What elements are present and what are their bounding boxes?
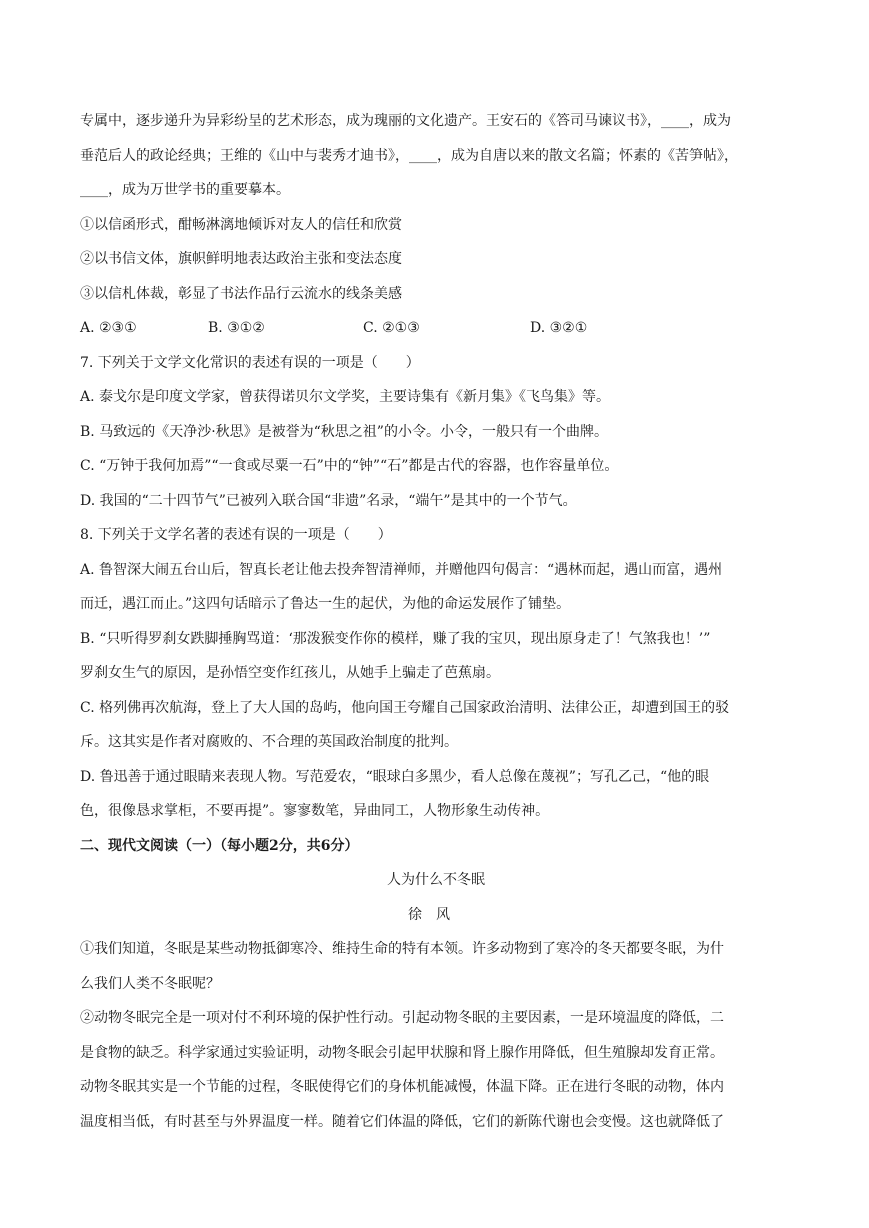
- article-paragraph-line: 温度相当低，有时甚至与外界温度一样。随着它们体温的降低，它们的新陈代谢也会变慢。这也就降低了: [80, 1113, 724, 1130]
- article-paragraph-line: 是食物的缺乏。科学家通过实验证明，动物冬眠会引起甲状腺和肾上腺作用降低，但生殖腺却发育正常。: [80, 1044, 724, 1061]
- q6-answer-options: [80, 311, 792, 346]
- passage-line: ____，成为万世学书的重要摹本。: [80, 182, 290, 198]
- q8-option-d-cont: 色，很像恳求掌柜，不要再提”。寥寥数笔，异曲同工，人物形象生动传神。: [80, 803, 550, 819]
- q8-option-d: D. 鲁迅善于通过眼睛来表现人物。写范爱农，“眼球白多黑少，看人总像在蔑视”；写孔乙己，“他的眼: [80, 768, 710, 785]
- q7-option-d: D. 我国的“二十四节气”已被列入联合国“非遗”名录，“端午”是其中的一个节气。: [80, 492, 577, 509]
- q8-option-a: A. 鲁智深大闹五台山后，智真长老让他去投奔智清禅师，并赠他四句偈言：“遇林而起，遇山而富，遇州: [80, 561, 723, 578]
- article-paragraph-line: 么我们人类不冬眠呢？: [80, 975, 220, 992]
- q8-option-b-cont: 罗刹女生气的原因，是孙悟空变作红孩儿，从她手上骗走了芭蕉扇。: [80, 665, 500, 681]
- page-text: [80, 104, 792, 1139]
- q6-option-b: B. ③①②: [208, 320, 265, 336]
- article-author: 徐风: [408, 906, 464, 923]
- passage-line: 专属中，逐步递升为异彩纷呈的艺术形态，成为瑰丽的文化遗产。王安石的《答司马谏议书》，____，成为: [80, 113, 731, 129]
- passage-line: 垂范后人的政论经典；王维的《山中与裴秀才迪书》，____，成为自唐以来的散文名篇；怀素的《苦笋帖》，: [80, 147, 738, 164]
- option-line: ③以信札体裁，彰显了书法作品行云流水的线条美感: [80, 285, 402, 302]
- q7-option-b: B. 马致远的《天净沙·秋思》是被誉为“秋思之祖”的小令。小令，一般只有一个曲牌。: [80, 423, 608, 440]
- question-7-stem: 7. 下列关于文学文化常识的表述有误的一项是（ ）: [80, 354, 420, 371]
- q8-option-c: C. 格列佛再次航海，登上了大人国的岛屿，他向国王夸耀自己国家政治清明、法律公正，却遭到国王的驳: [80, 699, 730, 716]
- q8-option-c-cont: 斥。这其实是作者对腐败的、不合理的英国政治制度的批判。: [80, 734, 458, 750]
- section-heading: 二、现代文阅读（一）（每小题2分，共6分）: [80, 837, 359, 854]
- q6-option-c: C. ②①③: [363, 320, 420, 336]
- option-line: ①以信函形式，酣畅淋漓地倾诉对友人的信任和欣赏: [80, 216, 402, 233]
- option-line: ②以书信文体，旗帜鲜明地表达政治主张和变法态度: [80, 251, 402, 267]
- article-paragraph-line: 动物冬眠其实是一个节能的过程，冬眠使得它们的身体机能减慢，体温下降。正在进行冬眠的动物，体内: [80, 1079, 724, 1095]
- q7-option-c: C. “万钟于我何加焉”“一食或尽粟一石”中的“钟”“石”都是古代的容器，也作容量单位。: [80, 458, 619, 474]
- question-8-stem: 8. 下列关于文学名著的表述有误的一项是（ ）: [80, 527, 392, 543]
- article-paragraph-line: ①我们知道，冬眠是某些动物抵御寒冷、维持生命的特有本领。许多动物到了寒冷的冬天都要冬眠，为什: [80, 941, 724, 957]
- q8-option-a-cont: 而迁，遇江而止。”这四句话暗示了鲁达一生的起伏，为他的命运发展作了铺垫。: [80, 596, 571, 612]
- q6-option-d: D. ③②①: [530, 320, 588, 336]
- article-title: 人为什么不冬眠: [387, 872, 485, 888]
- q6-option-a: A. ②③①: [80, 320, 137, 336]
- article-paragraph-line: ②动物冬眠完全是一项对付不利环境的保护性行动。引起动物冬眠的主要因素，一是环境温度的降低，二: [80, 1010, 724, 1026]
- q7-option-a: A. 泰戈尔是印度文学家，曾获得诺贝尔文学奖，主要诗集有《新月集》《飞鸟集》等。: [80, 389, 611, 405]
- q8-option-b: B. “只听得罗刹女跌脚捶胸骂道：‘那泼猴变作你的模样，赚了我的宝贝，现出原身走了！气煞我也！’”: [80, 630, 711, 647]
